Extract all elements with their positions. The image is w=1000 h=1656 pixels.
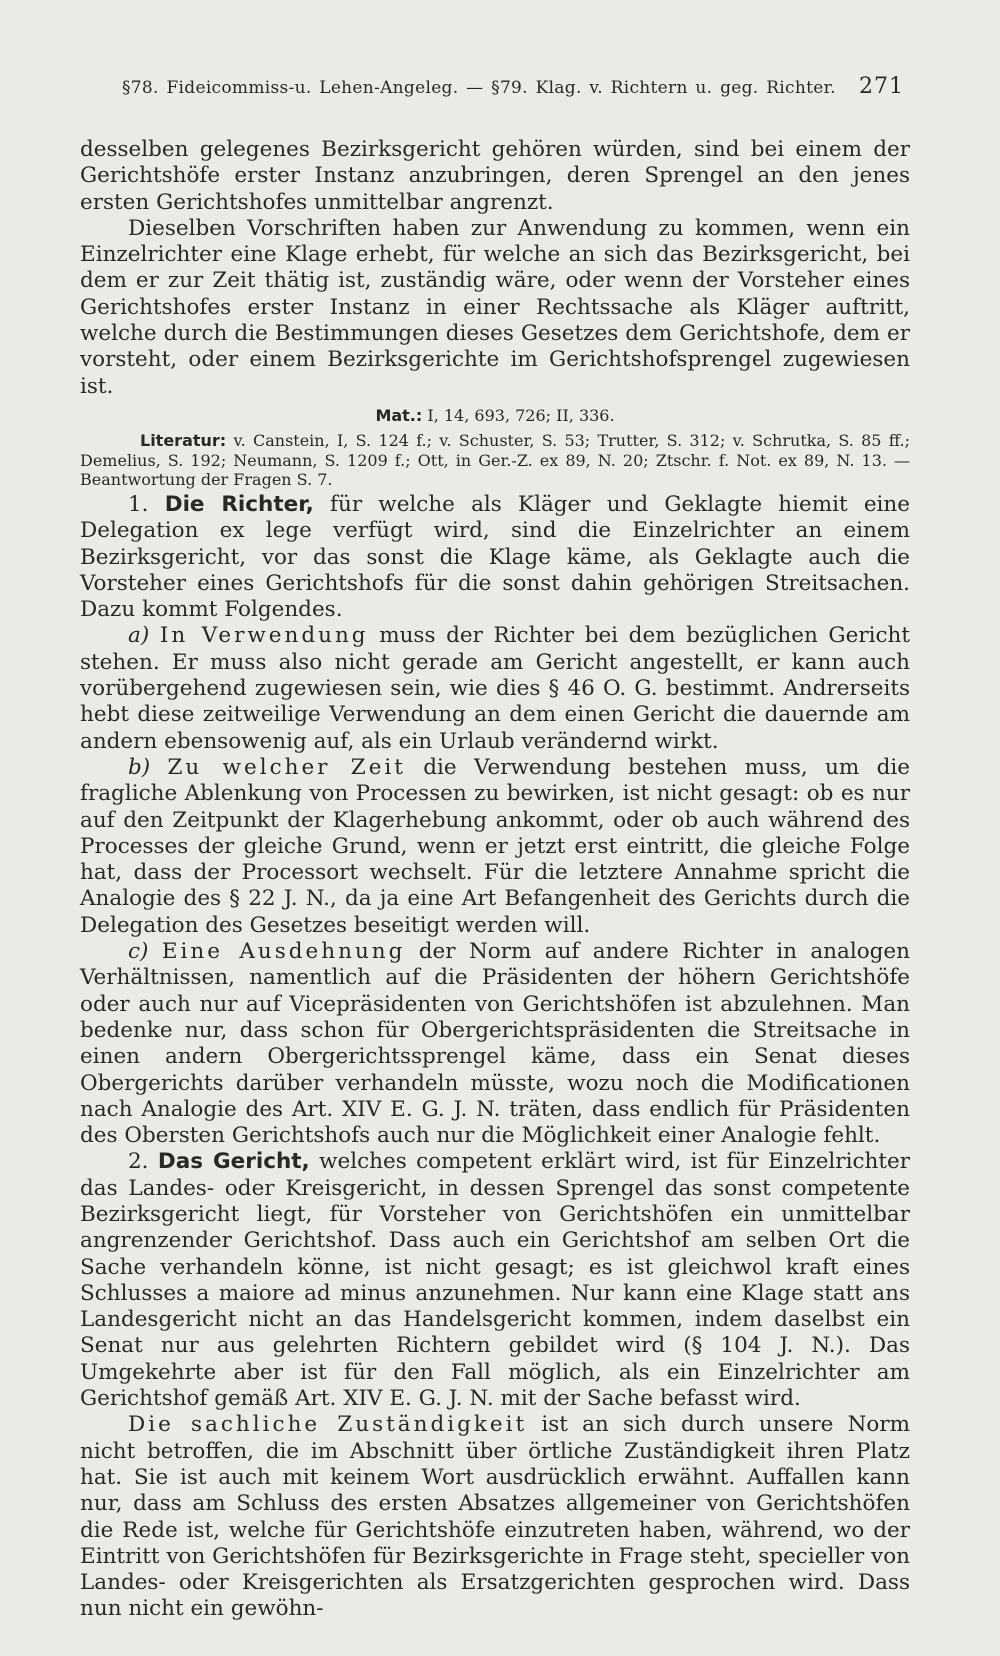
subsection-label: c) [128,939,149,965]
subsection-heading: In Verwendung [159,623,369,649]
subsection-a [80,623,910,754]
literature-label: Literatur: [140,431,227,451]
literature-text: v. Canstein, I, S. 124 f.; v. Schuster, S. 53; Trutter, S. 312; v. Schrutka, S. 85 ff.; Demelius, S. 192; Neumann, S. 1209 f.; Ott, in Ger.-Z. ex 89, N. 20; Ztschr. f. Not. ex 89, N. 13. — Beantwortung der Fragen S. 7. [80,431,910,490]
section-number: 2. [128,1149,149,1175]
section-text: für welche als Kläger und Geklagte hiemit eine Delegation ex lege verfügt wird, sind die Einzelrichter an einem Bezirksgericht, vor das sonst die Klage käme, als Geklagte auch die Vorsteher eines Gerichtshofs für die sonst dahin gehörigen Streitsachen. Dazu kommt Folgendes. [80,491,911,623]
paragraph-law-text [80,216,910,400]
section-number: 1. [128,491,149,517]
paragraph-text: ist an sich durch unsere Norm nicht betroffen, die im Abschnitt über örtliche Zuständigkeit ihren Platz hat. Sie ist auch mit keinem Wort ausdrücklich erwähnt. Auffallen kann nur, dass am Schluss des ersten Absatzes allgemeiner von Gerichtshöfen die Rede ist, welche für Gerichtshöfe einzutreten haben, während, wo der Eintritt von Gerichtshöfen für Bezirksgerichte in Frage steht, specieller von Landes- oder Kreisgerichten als Ersatzgerichten gesprochen wird. Dass nun nicht ein gewöhn- [80,1412,910,1622]
main-text [80,137,910,400]
subsection-b [80,755,910,939]
commentary [80,492,910,1623]
subsection-label: b) [128,754,151,780]
section-heading: Die Richter, [164,491,314,517]
section-heading: Das Gericht, [157,1149,310,1175]
materials-label: Mat.: [375,405,423,425]
subsection-c [80,939,910,1149]
paragraph-text: Dieselben Vorschriften haben zur Anwendung zu kommen, wenn ein Einzelrichter eine Klage erhebt, für welche an sich das Bezirksgericht, bei dem er zur Zeit thätig ist, zuständig wäre, oder wenn der Vorsteher eines Gerichtshofes erster Instanz in einer Rechtssache als Kläger auftritt, welche durch die Bestimmungen dieses Gesetzes dem Gerichtshofe, dem er vorsteht, oder einem Bezirksgerichte im Gerichtshofsprengel zugewiesen ist. [80,215,910,399]
subsection-heading: Zu welcher Zeit [167,754,406,780]
subsection-heading: Eine Ausdehnung [161,939,406,965]
commentary-section-2 [80,1149,910,1412]
subsection-text: die Verwendung bestehen muss, um die fragliche Ablenkung von Processen zu bewirken, ist nicht gesagt: ob es nur auf den Zeitpunkt der Klagerhebung ankommt, oder ob auch während des Processes der gleiche Grund, wenn er jetzt erst eintritt, die gleiche Folge hat, dass der Processort wechselt. Für die letztere Annahme spricht die Analogie des § 22 J. N., da ja eine Art Befangenheit des Gerichts durch die Delegation des Gesetzes beseitigt werden will. [80,754,910,938]
paragraph-continuation [80,137,910,216]
running-header [122,74,910,99]
literature-note [80,431,910,490]
subsection-text: der Norm auf andere Richter in analogen Verhältnissen, namentlich auf die Präsidenten der höhern Gerichtshöfe oder auch nur auf Vicepräsidenten von Gerichtshöfen ist abzulehnen. Man bedenke nur, dass schon für Obergerichtspräsidenten die Streitsache in einen andern Obergerichtssprengel käme, dass ein Senat dieses Obergerichts darüber verhandeln müsste, wozu noch die Modificationen nach Analogie des Art. XIV E. G. J. N. träten, dass endlich für Präsidenten des Obersten Gerichtshofs auch nur die Möglichkeit einer Analogie fehlt. [80,939,910,1149]
section-text: welches competent erklärt wird, ist für Einzelrichter das Landes- oder Kreisgericht, in dessen Sprengel das sonst competente Bezirksgericht liegt, für Vorsteher von Gerichtshöfen ein unmittelbar angrenzender Gerichtshof. Dass auch ein Gerichtshof am selben Ort die Sache verhandeln könne, ist nicht gesagt; es ist gleichwol kraft eines Schlusses a maiore ad minus anzunehmen. Nur kann eine Klage statt ans Landesgericht nicht an das Handelsgericht kommen, indem daselbst ein Senat nur aus gelehrten Richtern gebildet wird (§ 104 J. N.). Das Umgekehrte aber ist für den Fall möglich, als ein Einzelrichter am Gerichtshof gemäß Art. XIV E. G. J. N. mit der Sache befasst wird. [80,1149,910,1412]
materials-line [80,406,910,426]
paragraph-heading: Die sachliche Zuständigkeit [128,1412,528,1438]
paragraph-jurisdiction [80,1412,910,1622]
subsection-label: a) [128,623,150,649]
header-title: §78. Fideicommiss-u. Lehen-Angeleg. — §79. Klag. v. Richtern u. geg. Richter. [122,78,836,98]
subsection-text: muss der Richter bei dem bezüglichen Gericht stehen. Er muss also nicht gerade am Gericht angestellt, er kann auch vorübergehend zugewiesen sein, wie dies § 46 O. G. bestimmt. Andrerseits hebt diese zeitweilige Verwendung an dem einen Gericht die dauernde am andern ebensowenig auf, als ein Urlaub verändernd wirkt. [80,623,911,754]
page-number: 271 [859,74,904,99]
materials-text: I, 14, 693, 726; II, 336. [427,405,615,425]
paragraph-text: desselben gelegenes Bezirksgericht gehören würden, sind bei einem der Gerichtshöfe erster Instanz anzubringen, deren Sprengel an den jenes ersten Gerichtshofes unmittelbar angrenzt. [80,137,910,215]
commentary-section-1 [80,492,910,623]
